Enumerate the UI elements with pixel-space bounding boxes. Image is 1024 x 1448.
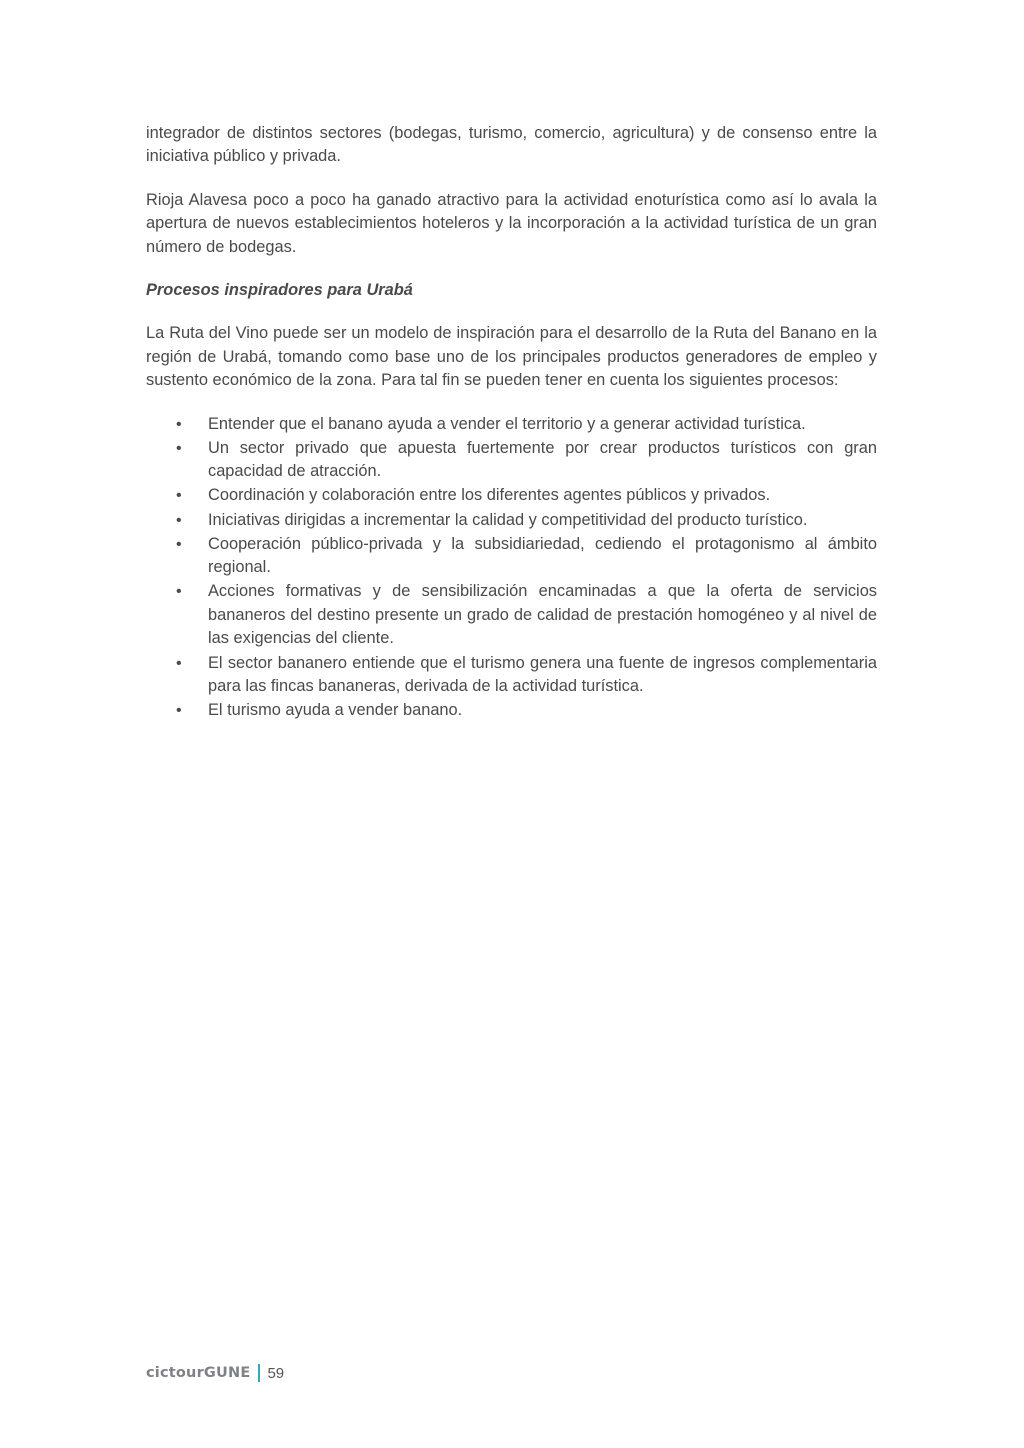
list-item-text: Acciones formativas y de sensibilización encaminadas a que la oferta de servicios bananeros del destino presente un grado de calidad de prestación homogéneo y al nivel de las exigencias del cliente. (208, 582, 877, 648)
paragraph-rioja-alavesa: Rioja Alavesa poco a poco ha ganado atractivo para la actividad enoturística como así lo avala la apertura de nuevos establecimientos hoteleros y la incorporación a la actividad turística de un gran número de bodegas. (146, 190, 877, 256)
list-item (146, 533, 877, 580)
list-item (146, 437, 877, 484)
bullet-icon: • (176, 439, 182, 457)
list-item-text: Entender que el banano ayuda a vender el territorio y a generar actividad turística. (208, 414, 806, 433)
paragraph-intro: integrador de distintos sectores (bodegas, turismo, comercio, agricultura) y de consenso entre la iniciativa público y privada. (146, 124, 877, 166)
list-item-text: El sector bananero entiende que el turismo genera una fuente de ingresos complementaria para las fincas bananeras, derivada de la actividad turística. (208, 653, 877, 695)
brand-logo: cictourGUNE (146, 1365, 251, 1381)
bullet-icon: • (176, 583, 182, 601)
process-list (146, 413, 877, 723)
paragraph-ruta-del-vino: La Ruta del Vino puede ser un modelo de inspiración para el desarrollo de la Ruta del Banano en la región de Urabá, tomando como base uno de los principales productos generadores de empleo y sustento económico de la zona. Para tal fin se pueden tener en cuenta los siguientes procesos: (146, 324, 877, 390)
list-item (146, 509, 877, 532)
body-text (146, 122, 877, 723)
list-item-text: Coordinación y colaboración entre los diferentes agentes públicos y privados. (208, 486, 771, 505)
list-item (146, 652, 877, 699)
list-item (146, 413, 877, 436)
bullet-icon: • (176, 511, 182, 529)
bullet-icon: • (176, 487, 182, 505)
list-item-text: El turismo ayuda a vender banano. (208, 701, 463, 720)
section-heading: Procesos inspiradores para Urabá (146, 281, 413, 300)
list-item (146, 699, 877, 722)
bullet-icon: • (176, 415, 182, 433)
footer-divider (258, 1364, 260, 1382)
bullet-icon: • (176, 654, 182, 672)
page-number: 59 (267, 1364, 285, 1382)
list-item-text: Cooperación público-privada y la subsidiariedad, cediendo el protagonismo al ámbito regional. (208, 534, 877, 577)
list-item-text: Iniciativas dirigidas a incrementar la calidad y competitividad del producto turístico. (208, 510, 808, 529)
bullet-icon: • (176, 702, 182, 720)
page-footer (146, 1361, 284, 1385)
list-item-text: Un sector privado que apuesta fuertemente por crear productos turísticos con gran capacidad de atracción. (208, 438, 877, 481)
list-item (146, 484, 877, 507)
bullet-icon: • (176, 535, 182, 553)
list-item (146, 580, 877, 650)
